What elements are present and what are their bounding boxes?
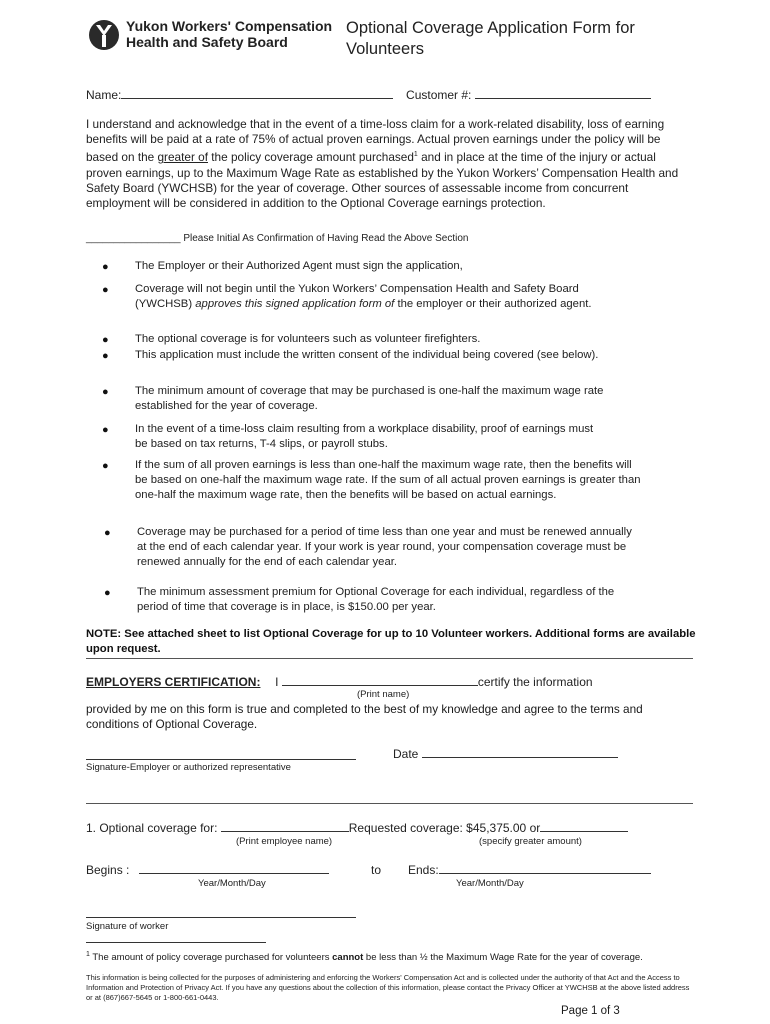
name-label: Name: <box>86 88 122 102</box>
name-field[interactable] <box>121 88 393 99</box>
certify-name-field[interactable] <box>282 675 478 686</box>
initial-field[interactable]: _________________ <box>86 233 181 244</box>
bullet-dot: ● <box>102 350 109 362</box>
bullet-dot: ● <box>102 424 109 436</box>
certification-row: EMPLOYERS CERTIFICATION: I certify the information <box>86 675 593 689</box>
employer-signature-caption: Signature-Employer or authorized representative <box>86 762 291 773</box>
bullet-dot: ● <box>104 587 111 599</box>
greater-amount-field[interactable] <box>540 821 628 832</box>
divider <box>86 658 693 659</box>
date-field[interactable] <box>422 747 618 758</box>
customer-number-field[interactable] <box>475 88 651 99</box>
worker-signature-field[interactable] <box>86 917 356 918</box>
bullet-item: The minimum amount of coverage that may be purchased is one-half the maximum wage rate established for the year of coverage. <box>135 385 604 413</box>
form-title: Optional Coverage Application Form for Volunteers <box>346 19 635 58</box>
logo-emblem-icon <box>88 18 120 52</box>
bullet-item: Coverage will not begin until the Yukon Workers’ Compensation Health and Safety Board (YWCHSB) approves this signed application form of the employer or their authorized agent. <box>135 283 592 311</box>
bullet-item: If the sum of all proven earnings is less than one-half the maximum wage rate, then the benefits will be based on one-half the maximum wage rate. If the sum of all actual proven earnings is greater than one-half the maximum wage rate, then the benefits will be based on actual earnings. <box>135 459 641 502</box>
bullet-item: The minimum assessment premium for Optional Coverage for each individual, regardless of the period of time that coverage is in place, is $150.00 per year. <box>137 586 615 614</box>
certification-heading: EMPLOYERS CERTIFICATION: <box>86 675 261 689</box>
bullet-dot: ● <box>102 386 109 398</box>
date-label: Date <box>393 747 419 761</box>
bullet-item: The optional coverage is for volunteers such as volunteer firefighters. <box>135 333 481 345</box>
to-label: to <box>371 863 382 877</box>
bullet-dot: ● <box>102 261 109 273</box>
bullet-dot: ● <box>102 334 109 346</box>
date-row <box>393 747 618 761</box>
bullet-item: Coverage may be purchased for a period of time less than one year and must be renewed annually at the end of each calendar year. If your work is year round, your compensation coverage must be renewed annually for the end of each calendar year. <box>137 526 632 569</box>
bullet-dot: ● <box>104 527 111 539</box>
employer-signature-field[interactable] <box>86 759 356 760</box>
begins-row: Begins : <box>86 863 329 877</box>
bullet-item: This application must include the written consent of the individual being covered (see below). <box>135 349 599 361</box>
print-name-caption: (Print name) <box>357 689 410 700</box>
specify-amount-caption: (specify greater amount) <box>479 836 582 847</box>
certification-body: provided by me on this form is true and completed to the best of my knowledge and agree to the terms and conditions of Optional Coverage. <box>86 702 643 731</box>
ends-row: Ends: <box>408 863 651 877</box>
footnote-rule <box>86 942 266 943</box>
coverage-row: 1. Optional coverage for: Requested coverage: $45,375.00 or <box>86 821 628 835</box>
note-text: NOTE: See attached sheet to list Optional Coverage for up to 10 Volunteer workers. Additional forms are available upon request. <box>86 628 696 655</box>
print-employee-caption: (Print employee name) <box>236 836 333 847</box>
page-number: Page 1 of 3 <box>561 1005 620 1017</box>
bullet-dot: ● <box>102 284 109 296</box>
customer-label: Customer #: <box>406 88 472 102</box>
privacy-notice: This information is being collected for the purposes of administering and enforcing the Workers' Compensation Act and is collected under the authority of that Act and the Access to Information and Protection of Privacy Act. If you have any questions about the collection of this information, please contact the Privacy Officer at YWCHSB at the above listed address or at (867)667-5645 or 1-800-661-0443. <box>86 973 690 1002</box>
divider <box>86 803 693 804</box>
begins-date-field[interactable] <box>139 863 329 874</box>
acknowledgement-paragraph: I understand and acknowledge that in the event of a time-loss claim for a work-related disability, loss of earning benefits will be paid at a rate of 75% of actual proven earnings. Actual proven earnings under the policy will be based on the greater of the policy coverage amount purchased$^1$ and in place at the time of the injury or actual proven earnings, up to the Maximum Wage Rate as established by the Yukon Workers’ Compensation Health and Safety Board (YWCHSB) for the year of coverage. Other sources of assessable income from concurrent employment will be considered in addition to the Optional Coverage earnings protection. <box>86 117 679 210</box>
initial-confirmation: _________________ Please Initial As Confirmation of Having Read the Above Section <box>86 233 469 244</box>
ywchsb-logo <box>88 18 333 54</box>
ends-date-field[interactable] <box>439 863 651 874</box>
begins-format-caption: Year/Month/Day <box>198 878 266 889</box>
employee-name-field[interactable] <box>221 821 349 832</box>
bullet-dot: ● <box>102 460 109 472</box>
footnote-text: $^1$ The amount of policy coverage purchased for volunteers cannot be less than ½ the Maximum Wage Rate for the year of coverage. <box>86 951 643 964</box>
bullet-item: The Employer or their Authorized Agent must sign the application, <box>135 260 463 272</box>
org-name: Yukon Workers' Compensation Health and Safety Board <box>126 18 333 50</box>
worker-signature-caption: Signature of worker <box>86 921 169 932</box>
ends-format-caption: Year/Month/Day <box>456 878 524 889</box>
name-customer-row <box>86 88 651 102</box>
bullet-item: In the event of a time-loss claim resulting from a workplace disability, proof of earnings must be based on tax returns, T-4 slips, or payroll stubs. <box>135 423 594 451</box>
